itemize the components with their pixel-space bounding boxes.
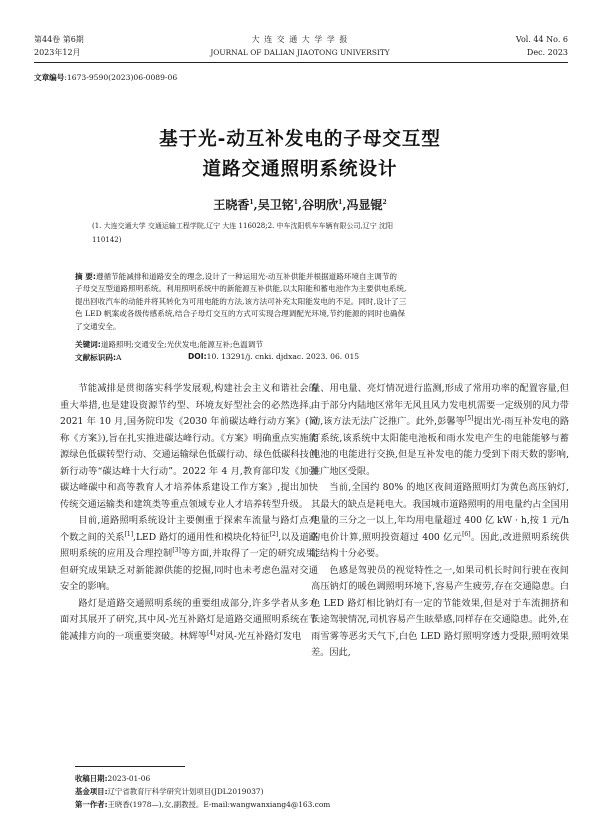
journal-name-cn: 大 连 交 通 大 学 学 报 bbox=[251, 35, 349, 44]
paragraph-text: 量、用电量、亮灯情况进行监测,形成了常用功率的配置容量,但由于部分内陆地区常年无风且风力发电机需要一定级别的风力带动,该方法无法广泛推广。此外,彭馨等 bbox=[311, 383, 569, 427]
author-name: 王晓香 bbox=[213, 198, 250, 212]
citation-ref: [1] bbox=[124, 530, 134, 538]
first-author: 第一作者:王晓香(1978—),女,副教授。E-mail:wangwanxiang4@163.com bbox=[75, 800, 331, 809]
footnote-rule bbox=[75, 766, 185, 767]
title-line-1: 基于光-动互补发电的子母交互型 bbox=[159, 129, 441, 150]
keywords: 关键词:道路照明;交通安全;光伏发电;能源互补;色温调节 bbox=[75, 340, 263, 349]
citation-ref: [6] bbox=[462, 530, 471, 538]
abstract-label: 摘 要: bbox=[75, 272, 96, 281]
author-name: 谷明欣 bbox=[302, 198, 339, 212]
citation-ref: [2] bbox=[269, 530, 279, 538]
citation-ref: [5] bbox=[464, 414, 474, 422]
paragraph-text: 当前,全国约 80% 的地区夜间道路照明灯为黄色高压钠灯,其最大的缺点是耗电大。我国城市道路照明的用电量约占全国用电量的三分之一以上,年均用电量超过 400 亿 kW · h,按 1 元/h 的电价计算,照明投资超过 400 亿元 bbox=[311, 482, 569, 543]
paragraph-text: 节能减排是贯彻落实科学发展观,构建社会主义和谐社会的重大举措,也是建设资源节约型、环境友好型社会的必然选择。2021 年 10 月,国务院印发《2030 年前碳达峰行动方案》(简称《方案》),旨在扎实推进碳达峰行动。《方案》明确重点实施能源绿色低碳转型行动、交通运输绿色低碳行动、绿色低碳科技创新行动等“碳达峰十大行动”。2022 年 4 月,教育部印发《加强碳达峰碳中和高等教育人才培养体系建设工作方案》,提出加快传统交通运输类和建筑类等重点领域专业人才培养转型升级。 bbox=[60, 383, 318, 510]
citation-ref: [3] bbox=[172, 546, 181, 554]
body-right-column bbox=[311, 381, 569, 662]
affiliation-line-1: (1. 大连交通大学 交通运输工程学院,辽宁 大连 116028;2. 中车沈阳机车车辆有限公司,辽宁 沈阳 bbox=[92, 222, 393, 230]
paragraph-text: 路灯是道路交通照明系统的重要组成部分,许多学者从多方面对其展开了研究,其中风-光互补路灯是道路交通照明系统在节能减排方向的一项重要突破。林辉等 bbox=[60, 597, 318, 642]
body-paragraph bbox=[60, 381, 318, 513]
body-paragraph bbox=[311, 381, 569, 480]
abstract: 摘 要:遵循节能减排和道路安全的理念,设计了一种运用光-动互补供能并根据道路环境自主调节的 子母交互型道路照明系统。利用照明系统中的新能源互补供能,以太阳能和蓄电池作为主要供电系统, 提出回收汽车的动能并将其转化为可用电能的方法,该方法可补充太阳能发电的不足。同时,设计了三 色 LED 帆案或各级传感系统,结合子母灯交互的方式可实现合理调配光环境,节约能源的同时也确保 了交通安全。 bbox=[75, 272, 407, 331]
paragraph-text: 目前,道路照明系统设计主要侧重于探索车流量与路灯点亮个数之间的关系 bbox=[60, 515, 318, 543]
received-date: 收稿日期:2023-01-06 bbox=[75, 774, 151, 783]
citation-ref: [4] bbox=[207, 629, 216, 637]
affiliation-line-2: 110142) bbox=[92, 236, 122, 244]
author-name: 冯显锟 bbox=[346, 198, 383, 212]
title-line-2: 道路交通照明系统设计 bbox=[202, 159, 398, 180]
journal-name-en: JOURNAL OF DALIAN JIAOTONG UNIVERSITY bbox=[210, 48, 390, 57]
doc-code: 文献标识码:A bbox=[75, 353, 122, 362]
body-left-column bbox=[60, 381, 318, 645]
header-rule bbox=[34, 62, 568, 63]
body-paragraph bbox=[311, 480, 569, 563]
author-list: 王晓香$^1$,吴卫铭$^1$,谷明欣$^1$,冯显锟$^2$ bbox=[213, 198, 387, 212]
body-paragraph bbox=[60, 596, 318, 646]
article-number: 文章编号:1673-9590(2023)06-0089-06 bbox=[34, 73, 178, 82]
journal-volume-en: Vol. 44 No. 6 bbox=[515, 35, 568, 44]
journal-date: 2023年12月 bbox=[34, 48, 81, 57]
doi: DOI:10. 13291/j. cnki. djdxac. 2023. 06. 015 bbox=[188, 352, 360, 361]
paragraph-text: 。因此,改进照明系统供能结构十分必要。 bbox=[311, 531, 570, 559]
paragraph-text: 提出光-雨互补发电的路灯系统,该系统中太阳能电池板和雨水发电产生的电能能够与蓄电池的电能进行交换,但是互补发电的能力受到下雨天数的影响,推广地区受限。 bbox=[311, 416, 570, 477]
paragraph-text: 对风-光互补路灯发电 bbox=[215, 630, 302, 642]
body-paragraph bbox=[311, 563, 569, 662]
author-name: 吴卫铭 bbox=[257, 198, 294, 212]
paragraph-text: 色感是驾驶员的视觉特性之一,如果司机长时间行驶在夜间高压钠灯的暖色调照明环境下,容易产生疲劳,存在交通隐患。白色 LED 路灯相比钠灯有一定的节能效果,但是对于车流拥挤和长途驾驶情况,司机容易产生眩晕感,同样存在交通隐患。此外,在雨雪雾等恶劣天气下,白色 LED 路灯照明穿透力受限,照明效果差。因此, bbox=[311, 564, 569, 658]
journal-date-en: Dec. 2023 bbox=[526, 48, 568, 57]
paragraph-text: 等方面,并取得了一定的研究成果,但研究成果缺乏对新能源供能的挖掘,同时也未考虑色温对交通安全的影响。 bbox=[60, 548, 319, 592]
paragraph-text: ,LED 路灯的通用性和模块化特征 bbox=[133, 531, 270, 543]
paragraph-text: ,以及道路照明系统的应用及合理控制 bbox=[60, 531, 318, 559]
body-paragraph bbox=[60, 513, 318, 596]
fund-project: 基金项目:辽宁省教育厅科学研究计划项目(JDL2019037) bbox=[75, 787, 264, 796]
journal-volume: 第44卷 第6期 bbox=[34, 35, 84, 44]
